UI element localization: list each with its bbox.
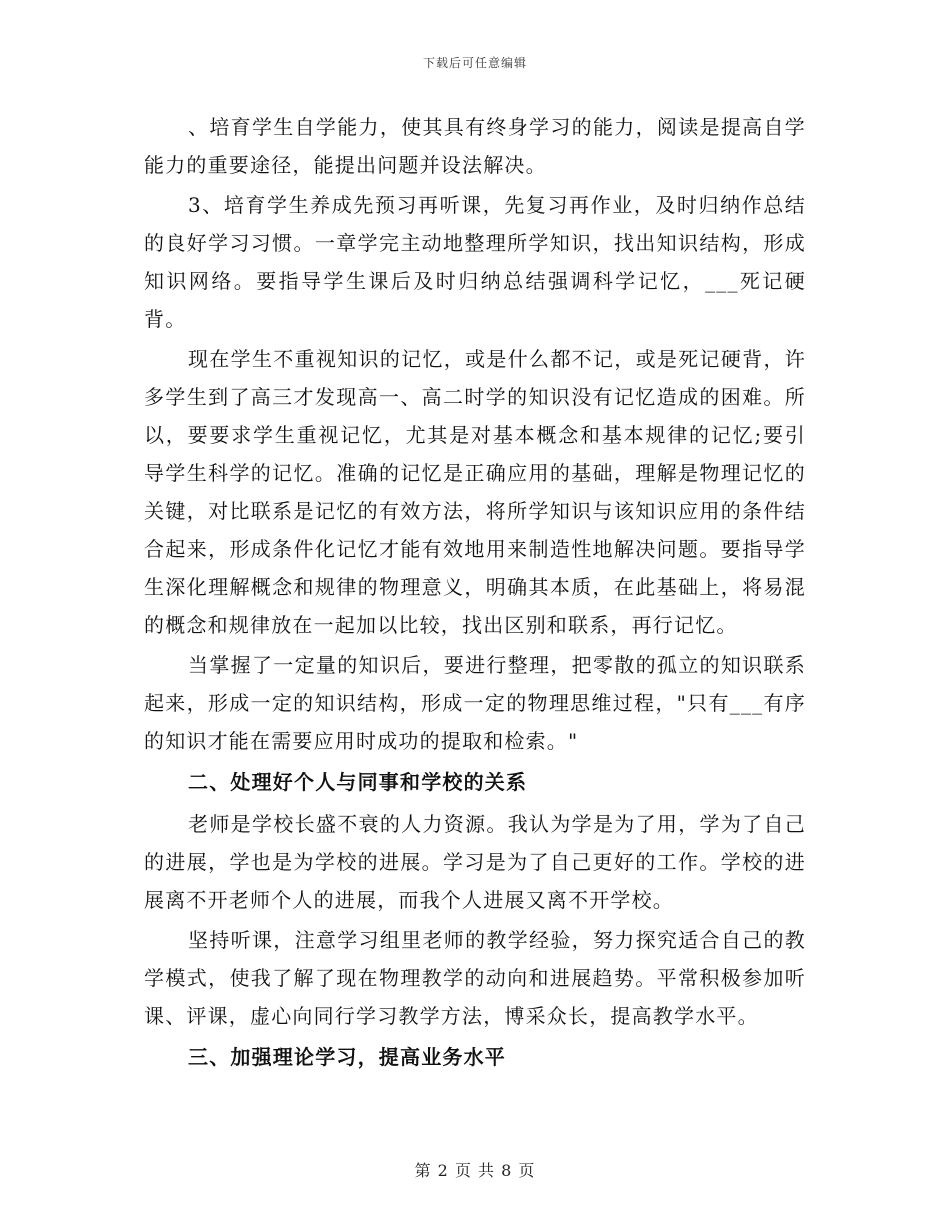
paragraph-self-study: 、培育学生自学能力，使其具有终身学习的能力，阅读是提高自学能力的重要途径，能提出问题并设法解决。 [144, 115, 806, 177]
paragraph-teacher-resource: 老师是学校长盛不衰的人力资源。我认为学是为了用，学为了自己的进展，学也是为学校的进展。学习是为了自己更好的工作。学校的进展离不开老师个人的进展，而我个人进展又离不开学校。 [144, 812, 806, 912]
document-body [144, 108, 806, 1080]
paragraph-lesson-observation: 坚持听课，注意学习组里老师的教学经验，努力探究适合自己的教学模式，使我了解了现在物理教学的动向和进展趋势。平常积极参加听课、评课，虚心向同行学习教学方法，博采众长，提高教学水平。 [144, 928, 806, 1028]
section-heading-theory: 三、加强理论学习，提高业务水平 [188, 1045, 506, 1069]
header-note: 下载后可任意编辑 [422, 56, 527, 70]
page-number-footer: 第 2 页 共 8 页 [414, 1161, 536, 1180]
paragraph-study-habits: 3、培育学生养成先预习再听课，先复习再作业，及时归纳作总结的良好学习习惯。一章学完主动地整理所学知识，找出知识结构，形成知识网络。要指导学生课后及时归纳总结强调科学记忆，___死记硬背。 [144, 193, 806, 331]
paragraph-knowledge-structure: 当掌握了一定量的知识后，要进行整理，把零散的孤立的知识联系起来，形成一定的知识结构，形成一定的物理思维过程，"只有___有序的知识才能在需要应用时成功的提取和检索。" [144, 653, 806, 753]
section-heading-relations: 二、处理好个人与同事和学校的关系 [188, 770, 528, 794]
paragraph-memory: 现在学生不重视知识的记忆，或是什么都不记，或是死记硬背，许多学生到了高三才发现高一、高二时学的知识没有记忆造成的困难。所以，要要求学生重视记忆，尤其是对基本概念和基本规律的记忆;要引导学生科学的记忆。准确的记忆是正确应用的基础，理解是物理记忆的关键，对比联系是记忆的有效方法，将所学知识与该知识应用的条件结合起来，形成条件化记忆才能有效地用来制造性地解决问题。要指导学生深化理解概念和规律的物理意义，明确其本质，在此基础上，将易混的概念和规律放在一起加以比较，找出区别和联系，再行记忆。 [144, 347, 806, 637]
